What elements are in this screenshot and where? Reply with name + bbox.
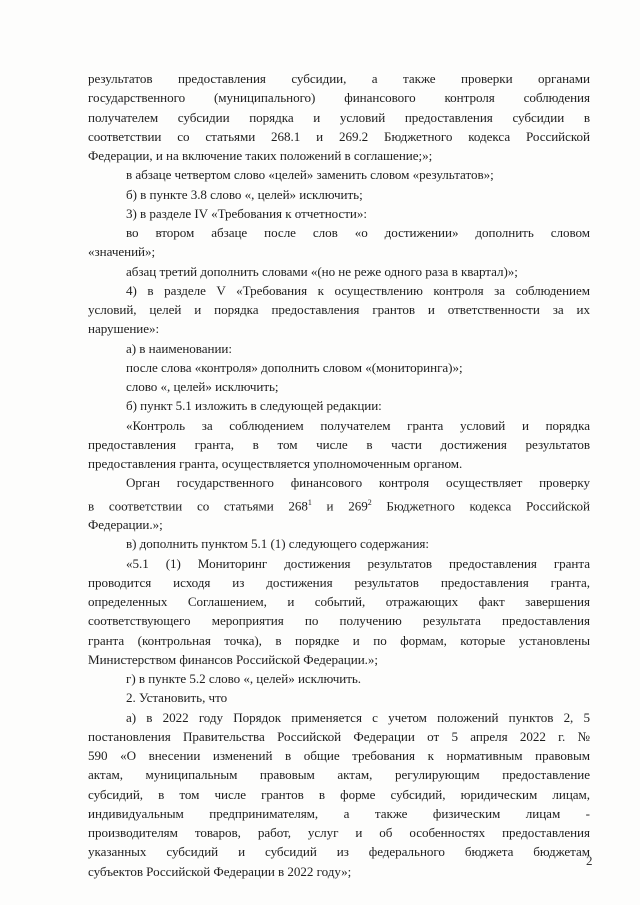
text-line: Министерством финансов Российской Федерации.»; [88,651,378,667]
text-line: предоставления гранта, в том числе в части достижения результатов [88,436,590,452]
text-line: абзац третий дополнить словами «(но не реже одного раза в квартал)»; [126,263,518,279]
page-number: 2 [586,853,593,868]
text-line: предоставления гранта, осуществляется уполномоченным органом. [88,456,463,471]
text-segment: Бюджетного кодекса Российской [371,497,590,513]
text-line: г) в пункте 5.2 слово «, целей» исключить. [126,671,362,687]
superscript: 1 [307,497,312,507]
text-line: получателем субсидии порядка и условий предоставления субсидии в [88,109,590,125]
document-body [88,69,590,881]
text-line: нарушение»: [88,321,160,337]
text-line: 3) в разделе IV «Требования к отчетности»: [126,205,367,221]
text-line: «значений»; [88,244,156,260]
text-line: субъектов Российской Федерации в 2022 году»; [88,863,352,879]
text-line: проводится исходя из достижения результатов предоставления гранта, [88,574,590,590]
text-line: соответствующего мероприятия по получению результата предоставления [88,613,590,629]
text-line: постановления Правительства Российской Федерации от 5 апреля 2022 г. № [88,728,590,744]
text-line: в абзаце четвертом слово «целей» заменить словом «результатов»; [126,167,494,183]
text-line: условий, целей и порядка предоставления грантов и ответственности за их [88,302,590,317]
text-line: результатов предоставления субсидии, а также проверки органами [88,71,590,86]
text-line: Федерации.»; [88,517,163,533]
text-line: «Контроль за соблюдением получателем гранта условий и порядка [126,417,590,433]
text-line: 2. Установить, что [126,690,228,706]
text-line-with-superscripts [88,493,590,516]
text-segment: в соответствии со статьями 268 [88,497,308,513]
text-line: соответствии со статьями 268.1 и 269.2 Бюджетного кодекса Российской [88,128,590,144]
text-line: 590 «О внесении изменений в общие требования к нормативным правовым [88,748,590,764]
text-line: Орган государственного финансового контроля осуществляет проверку [126,475,590,491]
text-line: 4) в разделе V «Требования к осуществлению контроля за соблюдением [126,282,590,298]
text-line: указанных субсидий и субсидий из федерального бюджета бюджетам [88,844,590,860]
text-line: Федерации, и на включение таких положений в соглашение;»; [88,148,433,163]
text-line: актам, муниципальным правовым актам, регулирующим предоставление [88,767,590,783]
text-line: гранта (контрольная точка), в порядке и по формам, которые установлены [88,632,590,648]
text-line: государственного (муниципального) финансового контроля соблюдения [88,90,590,106]
text-line: субсидий, в том числе грантов в форме субсидий, юридическим лицам, [88,786,590,802]
text-line: слово «, целей» исключить; [126,379,279,394]
superscript: 2 [367,497,372,507]
text-line: а) в наименовании: [126,340,232,356]
text-line: производителям товаров, работ, услуг и об особенностях предоставления [88,825,590,841]
text-line: а) в 2022 году Порядок применяется с учетом положений пунктов 2, 5 [126,709,590,725]
text-segment: и 269 [311,497,368,513]
text-line: в) дополнить пунктом 5.1 (1) следующего содержания: [126,536,429,552]
text-line: б) пункт 5.1 изложить в следующей редакции: [126,398,382,414]
text-line: «5.1 (1) Мониторинг достижения результатов предоставления гранта [126,555,590,571]
text-line: б) в пункте 3.8 слово «, целей» исключить; [126,186,363,202]
text-line: индивидуальным предпринимателям, а также физическим лицам - [88,805,590,821]
text-line: определенных Соглашением, и событий, отражающих факт завершения [88,594,590,610]
text-line: во втором абзаце после слов «о достижении» дополнить словом [126,225,590,240]
text-line: после слова «контроля» дополнить словом «(мониторинга)»; [126,359,463,375]
